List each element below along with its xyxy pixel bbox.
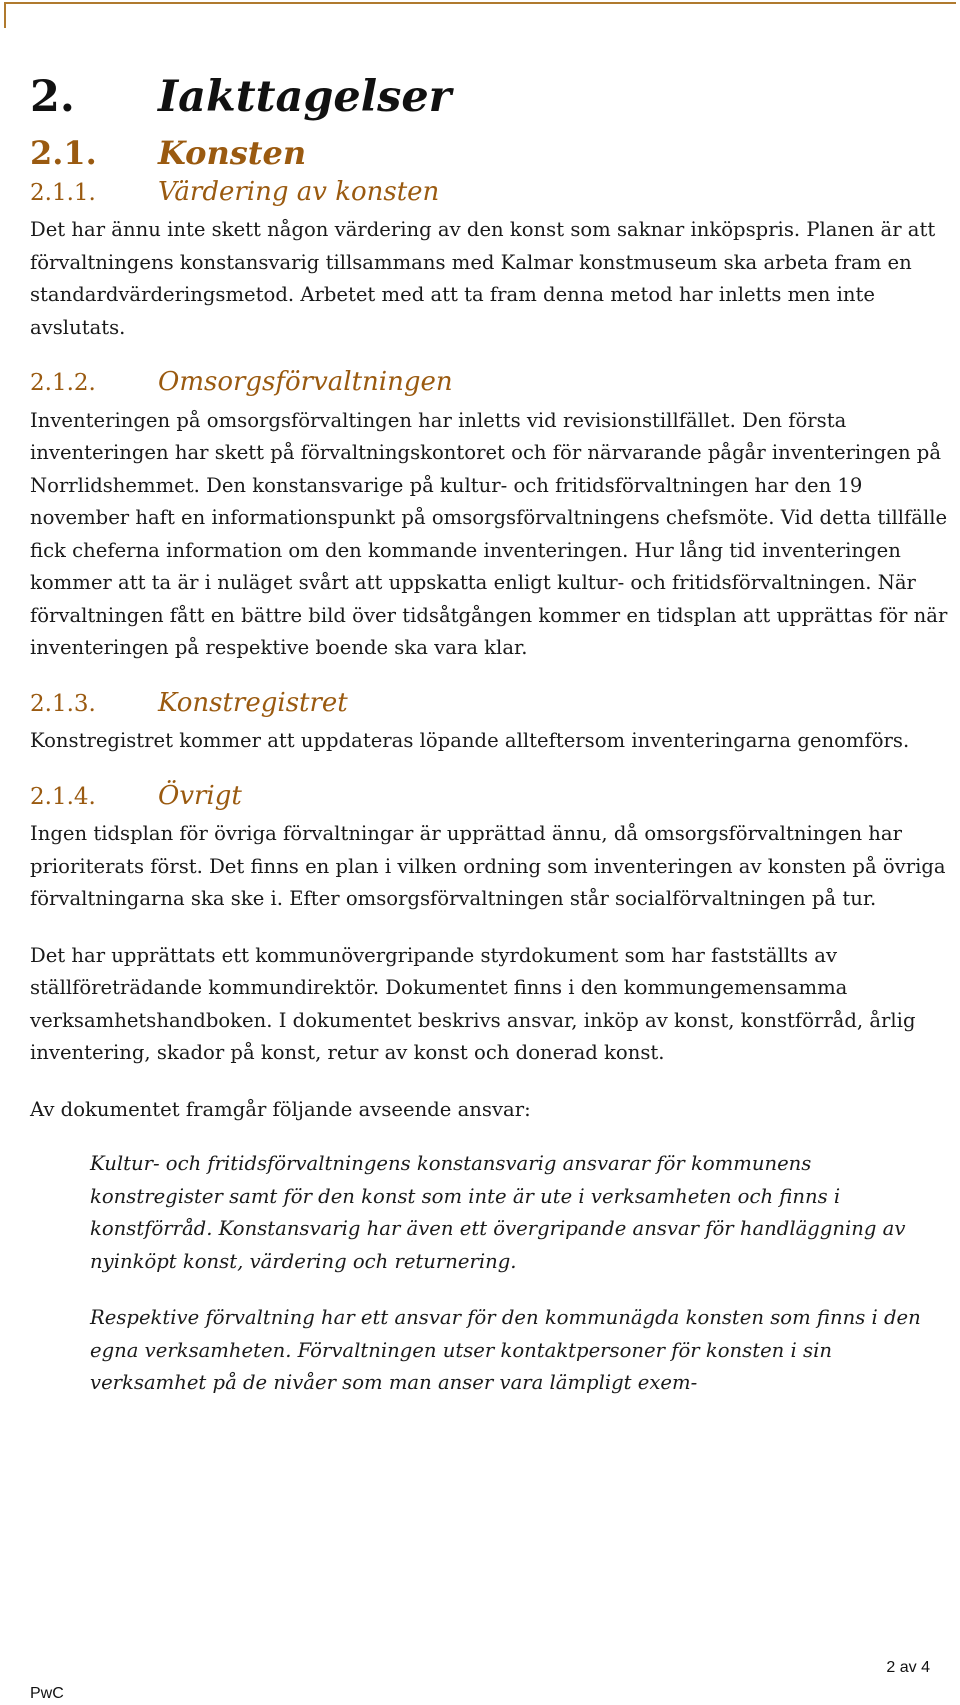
section-title: Övrigt bbox=[158, 780, 242, 811]
section-title: Värdering av konsten bbox=[158, 176, 440, 207]
quoted-passage: Respektive förvaltning har ett ansvar för den kommunägda konsten som finns i den egna verksamheten. Förvaltningen utser kontaktpersoner för konsten i sin verksamhet på de nivåer som man anser vara lämpligt exem- bbox=[90, 1306, 921, 1395]
section-heading bbox=[30, 687, 950, 720]
heading-1-title: Iakttagelser bbox=[158, 72, 452, 122]
heading-1 bbox=[30, 72, 950, 124]
section-number: 2.1.3. bbox=[30, 690, 96, 717]
footer-brand: PwC bbox=[30, 1685, 64, 1702]
heading-2 bbox=[30, 134, 950, 172]
page-frame-top-rule bbox=[4, 2, 956, 4]
section-title: Konstregistret bbox=[158, 687, 348, 718]
quoted-passage: Kultur- och fritidsförvaltningens konstansvarig ansvarar för kommunens konstregister samt för den konst som inte är ute i verksamheten och finns i konstförråd. Konstansvarig har även ett övergripande ansvar för handläggning av nyinköpt konst, värdering och returnering. bbox=[90, 1152, 906, 1273]
heading-2-title: Konsten bbox=[158, 133, 307, 172]
heading-2-number: 2.1. bbox=[30, 133, 97, 172]
section-number: 2.1.4. bbox=[30, 783, 96, 810]
section-number: 2.1.1. bbox=[30, 179, 96, 206]
section-heading bbox=[30, 780, 950, 813]
section-paragraph: Ingen tidsplan för övriga förvaltningar är upprättad ännu, då omsorgsförvaltningen har prioriterats först. Det finns en plan i vilken ordning som inventeringen av konsten på övriga förvaltningarna ska ske i. Efter omsorgsförvaltningen står socialförvaltningen på tur. bbox=[30, 822, 946, 911]
section-heading bbox=[30, 366, 950, 399]
document-page bbox=[30, 72, 950, 1400]
section-number: 2.1.2. bbox=[30, 370, 96, 397]
page-frame-corner-rule bbox=[4, 2, 6, 28]
section-heading bbox=[30, 176, 950, 209]
section-title: Omsorgsförvaltningen bbox=[158, 367, 453, 398]
section-paragraph: Det har ännu inte skett någon värdering av den konst som saknar inköpspris. Planen är att förvaltningens konstansvarig tillsammans med Kalmar konstmuseum ska arbeta fram en standardvärderingsmetod. Arbetet med att ta fram denna metod har inletts men inte avslutats. bbox=[30, 218, 936, 339]
ansvar-intro-paragraph: Av dokumentet framgår följande avseende ansvar: bbox=[30, 1097, 531, 1121]
styrdokument-paragraph: Det har upprättats ett kommunövergripande styrdokument som har fastställts av ställföreträdande kommundirektör. Dokumentet finns i den kommungemensamma verksamhetshandboken. I dokumentet beskrivs ansvar, inköp av konst, konstförråd, årlig inventering, skador på konst, retur av konst och donerad konst. bbox=[30, 943, 916, 1065]
section-paragraph: Konstregistret kommer att uppdateras löpande allteftersom inventeringarna genomförs. bbox=[30, 729, 910, 753]
section-paragraph: Inventeringen på omsorgsförvaltingen har inletts vid revisionstillfället. Den första inventeringen har skett på förvaltningskontoret och för närvarande pågår inventeringen på Norrlidshemmet. Den konstansvarige på kultur- och fritidsförvaltningen har den 19 november haft en informationspunkt på omsorgsförvaltningens chefsmöte. Vid detta tillfälle fick cheferna information om den kommande inventeringen. Hur lång tid inventeringen kommer att ta är i nuläget svårt att uppskatta enligt kultur- och fritidsförvaltningen. När förvaltningen fått en bättre bild över tidsåtgången kommer en tidsplan att upprättas för när inventeringen på respektive boende ska vara klar. bbox=[30, 408, 948, 660]
heading-1-number: 2. bbox=[30, 72, 75, 122]
page-number: 2 av 4 bbox=[886, 1659, 930, 1676]
